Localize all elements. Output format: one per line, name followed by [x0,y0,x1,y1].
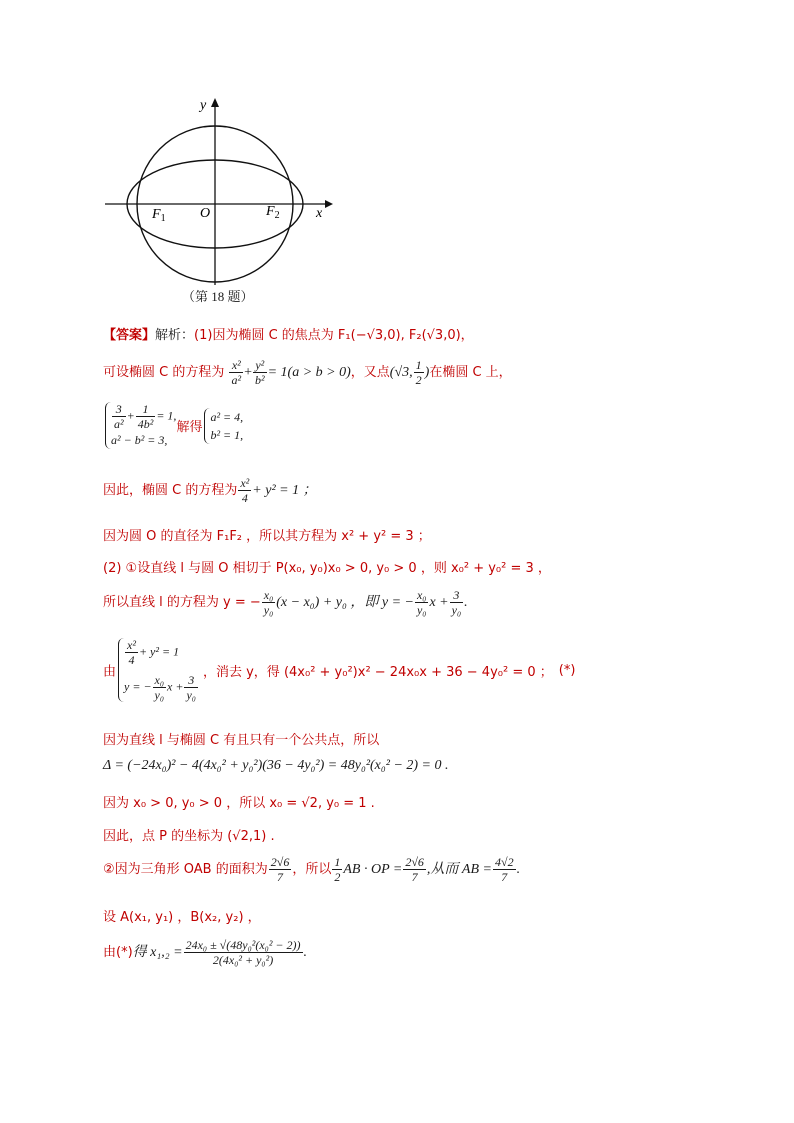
answer-line-9: 因为直线 l 与椭圆 C 有且只有一个公共点，所以 [103,733,380,748]
answer-line-1 [103,324,474,343]
answer-line-8: 由 $\frac{\text{x²}}{4}$ + y² = 1 y = − $\frac{\text{x₀}}{\text{y₀}}$ x + $\frac{3}{\text{y₀}}$ ，消去 y，得 (4x₀² + y₀²)x² − 24x₀x + 36 − 4y₀² = 0 ； (*) [103,638,576,702]
focus1-label: $F_1$ [152,207,166,224]
answer-line-6: (2) ①设直线 l 与圆 O 相切于 P(x₀, y₀)x₀ > 0, y₀ > 0 ，则 x₀² + y₀² = 3 ， [103,561,551,576]
answer-line-12: 因此，点 P 的坐标为 (√2,1) . [103,829,275,844]
answer-line-13: ②因为三角形 OAB 的面积为 $\frac{2√6}{7}$ ，所以 $\frac{1}{2}$ AB · OP = $\frac{2√6}{7}$ ,从而 AB = $\frac{4√2}{7}$ . [103,855,521,884]
answer-line-10: Δ = (−24x₀)² − 4(4x₀² + y₀²)(36 − 4y₀²) = 48y₀²(x₀² − 2) = 0 . [103,758,449,773]
answer-label: 【答案】 [103,328,156,343]
answer-line-14: 设 A(x₁, y₁) ，B(x₂, y₂) ， [103,910,261,925]
answer-line-3: $\frac{3}{\text{a²}}$ + $\frac{1}{\text{4b²}}$ = 1, a² − b² = 3, 解得 a² = 4, b² = 1, [103,402,243,449]
answer-line-11: 因为 x₀ > 0, y₀ > 0 ，所以 x₀ = √2, y₀ = 1 . [103,796,375,811]
figure-caption: （第 18 题） [182,289,254,304]
answer-line-7: 所以直线 l 的方程为 y = − $\frac{\text{x₀}}{\text{y₀}}$ (x − x₀) + y₀ ，即 y = − $\frac{\text{x₀}}{\text{y₀}}$ x + $\frac{3}{\text{y₀}}$ . [103,588,468,617]
answer-line-4: 因此，椭圆 C 的方程为 $\frac{\text{x²}}{4}$ + y² = 1 ； [103,476,317,505]
part-1-label: (1) [194,328,213,343]
axis-y-label: y [200,98,207,113]
line-1-text: 因为椭圆 C 的焦点为 F₁(−√3,0), F₂(√3,0)， [212,328,474,343]
analysis-prefix: 解析： [155,328,195,343]
ellipse-circle-figure [100,95,340,295]
focus2-label: $F_2$ [266,204,280,221]
x-axis-arrow [325,200,333,208]
y-axis-arrow [211,98,219,107]
answer-line-5: 因为圆 O 的直径为 F₁F₂ ，所以其方程为 x² + y² = 3 ； [103,529,431,544]
origin-label: O [200,206,211,221]
answer-line-15: 由(*)得 x₁,₂ = $\frac{\text{24x₀ ± √(48y₀²(x₀² − 2))}}{\text{2(4x₀² + y₀²)}}$ . [103,938,308,967]
axis-x-label: x [316,206,323,221]
answer-line-2: 可设椭圆 C 的方程为 $\frac{\text{x²}}{\text{a²}}$ + $\frac{\text{y²}}{\text{b²}}$ = 1(a > b > 0)，又点(√3, $\frac{1}{2}$ )在椭圆 C 上， [103,358,512,387]
